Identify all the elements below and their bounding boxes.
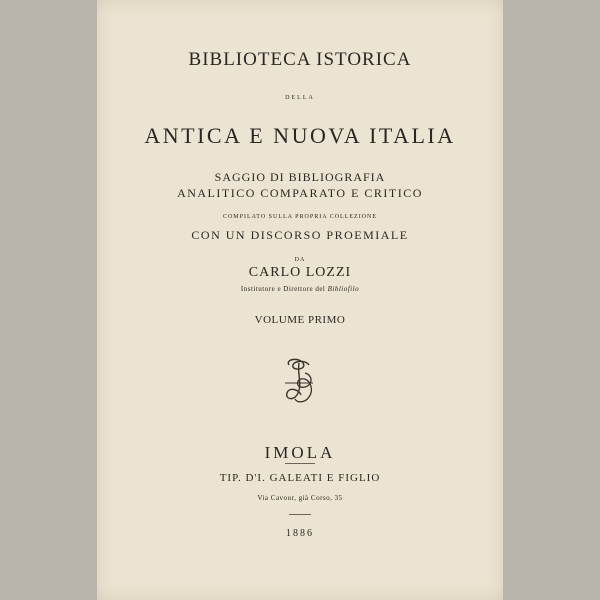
divider-rule xyxy=(289,514,311,515)
compiled-note: COMPILATO SULLA PROPRIA COLLEZIONE xyxy=(222,214,378,220)
by-word: DA xyxy=(294,257,306,263)
title-line-1: BIBLIOTECA ISTORICA xyxy=(188,49,412,70)
author-role-italic: Bibliofilo xyxy=(327,285,360,293)
printer-name: TIP. D'I. GALEATI E FIGLIO xyxy=(219,472,381,484)
title-page xyxy=(97,0,503,600)
publication-year: 1886 xyxy=(286,528,314,539)
volume-label: VOLUME PRIMO xyxy=(254,314,346,326)
divider-rule xyxy=(285,463,315,464)
author-role xyxy=(97,285,503,293)
subtitle-2: ANALITICO COMPARATO E CRITICO xyxy=(177,186,423,200)
subtitle-1: SAGGIO DI BIBLIOGRAFIA xyxy=(214,170,386,184)
discourse-line: CON UN DISCORSO PROEMIALE xyxy=(191,228,409,242)
city: IMOLA xyxy=(264,443,336,462)
title-della: DELLA xyxy=(285,95,315,101)
author-name: CARLO LOZZI xyxy=(248,265,352,280)
printer-monogram-icon xyxy=(275,355,323,407)
author-role-text: Institutore e Direttore del xyxy=(240,285,326,293)
title-line-2: ANTICA E NUOVA ITALIA xyxy=(144,123,456,148)
printer-address: Via Cavour, già Corso, 35 xyxy=(257,494,343,502)
